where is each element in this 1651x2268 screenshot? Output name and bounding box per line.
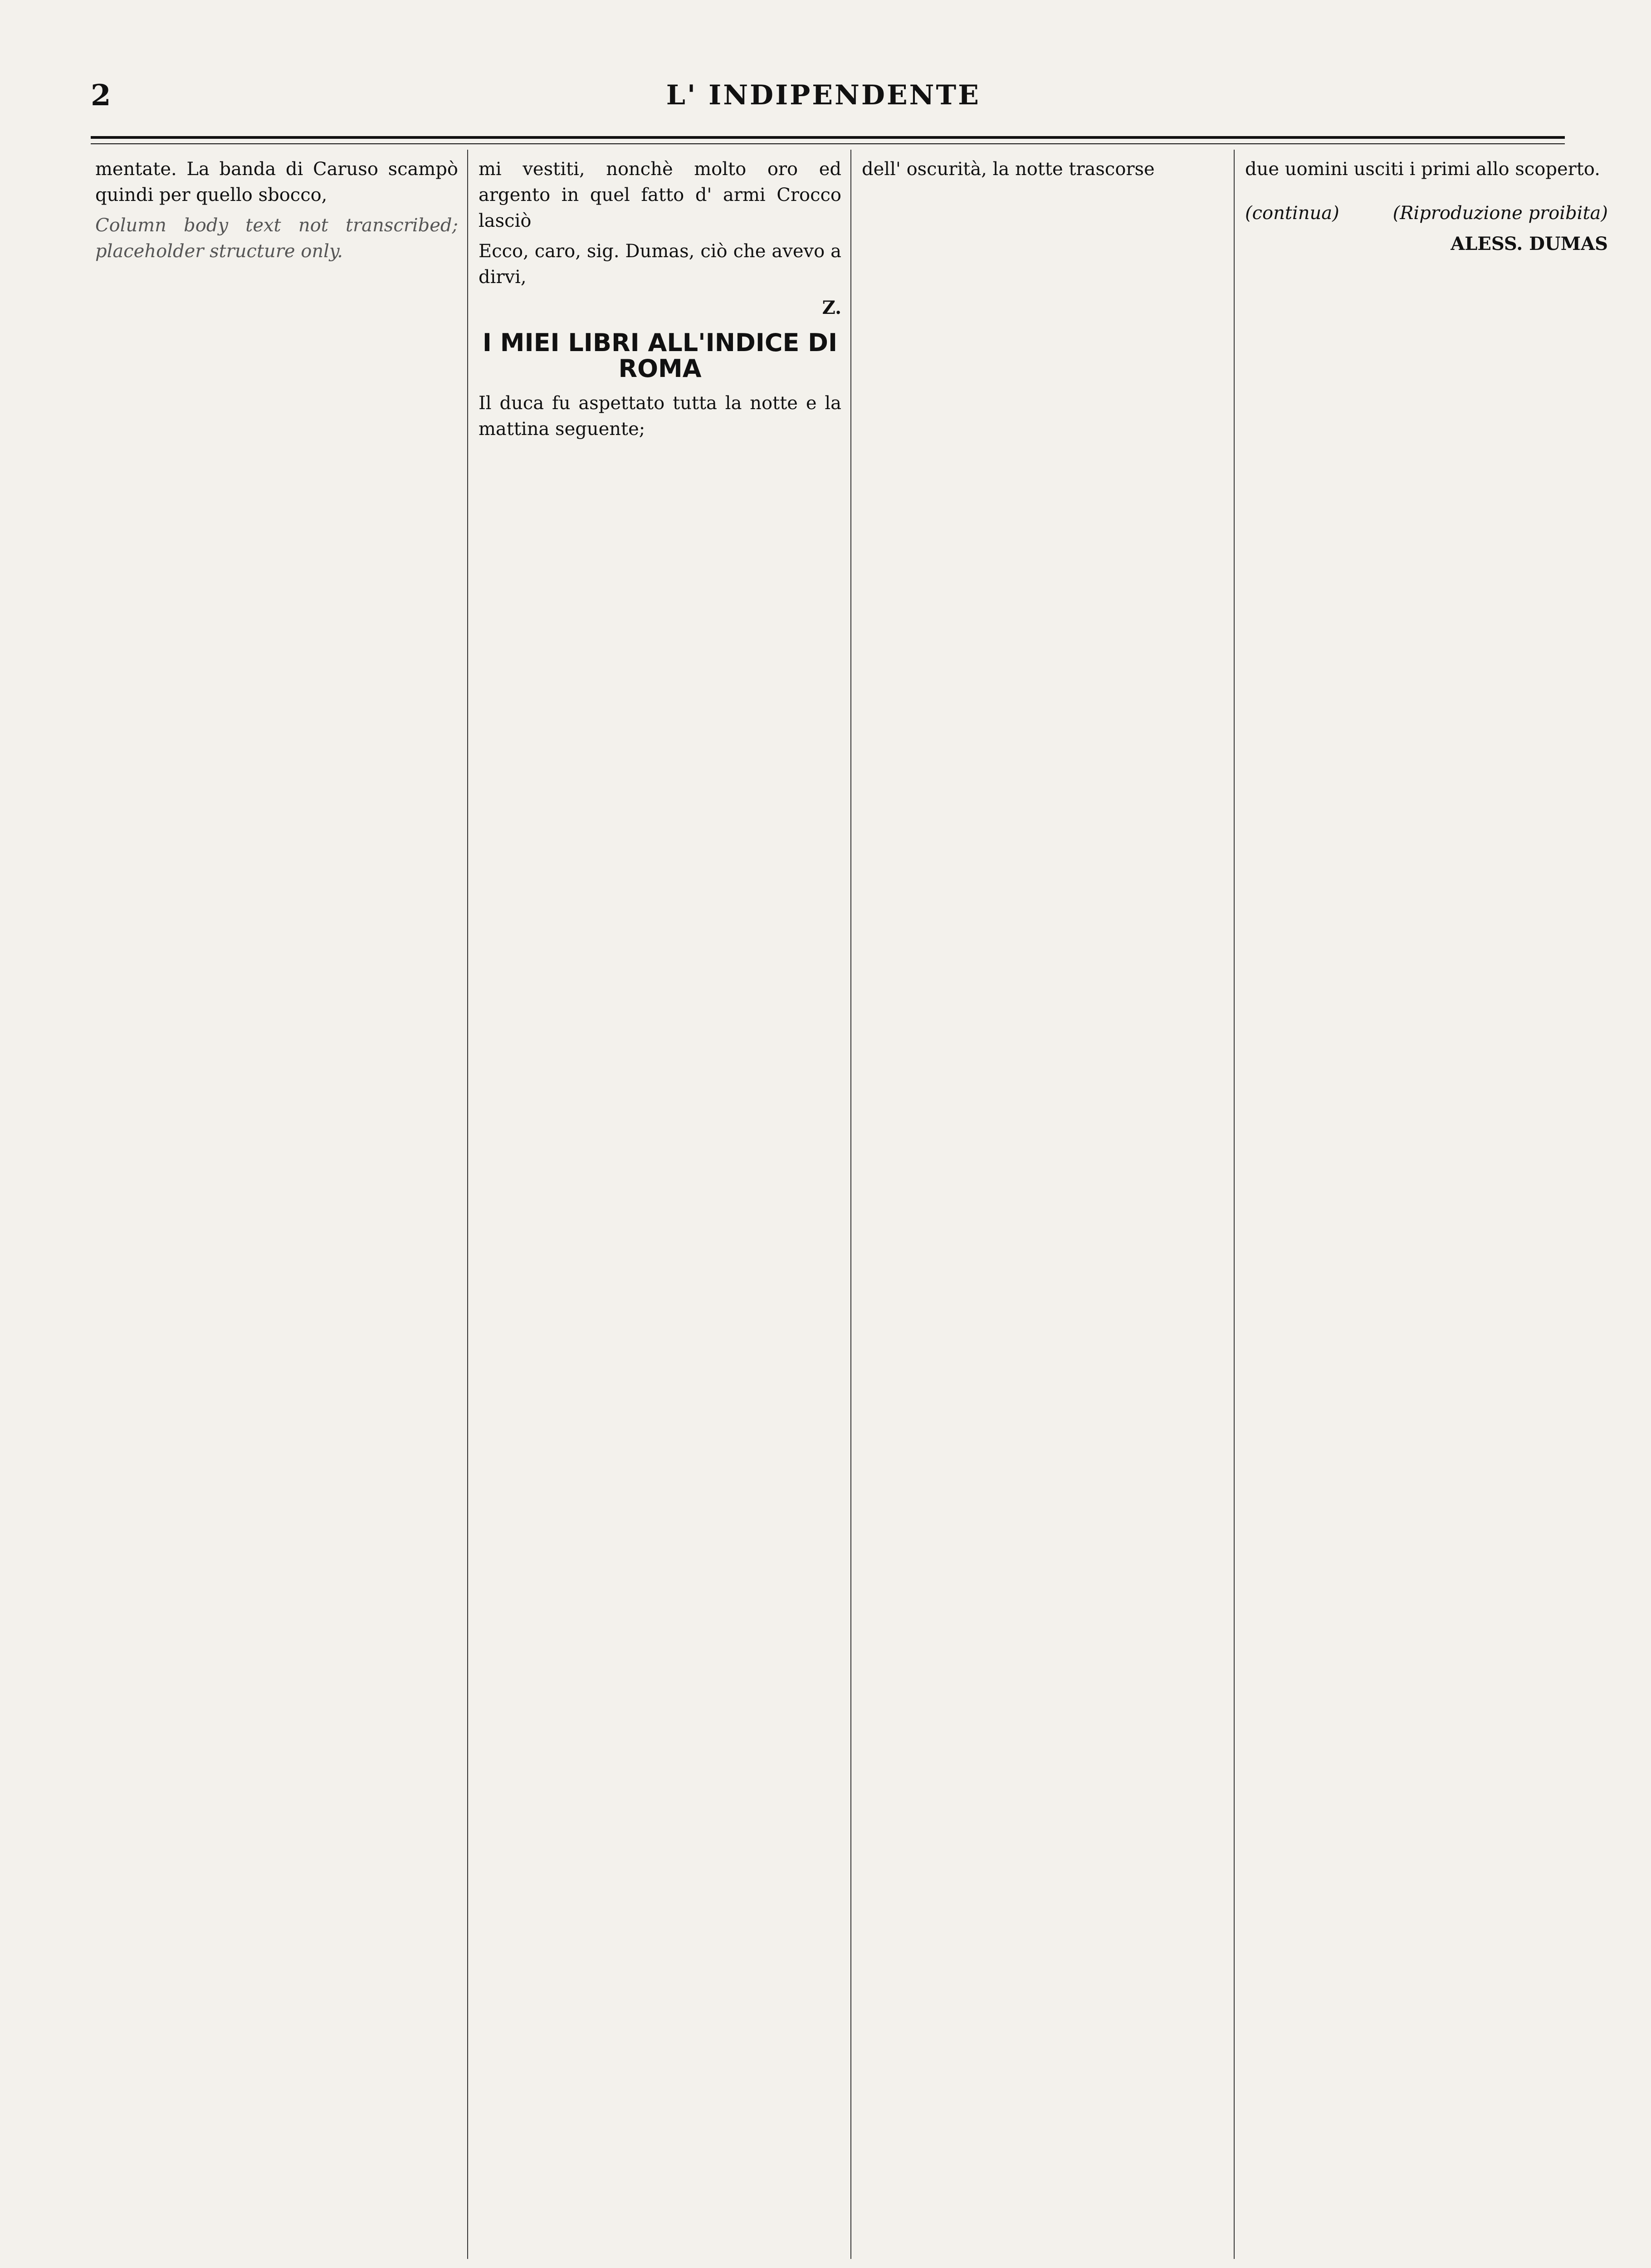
paper-title: L' INDIPENDENTE	[666, 79, 981, 111]
column-separator	[1234, 150, 1235, 2259]
letter-initial: Z.	[822, 297, 841, 318]
letter-closing: Ecco, caro, sig. Dumas, ciò che avevo a dirvi,	[479, 241, 841, 288]
column-4-start: due uomini usciti i primi allo scoperto.	[1245, 159, 1600, 180]
column-2	[479, 156, 841, 2252]
continued-line	[1245, 200, 1608, 226]
transcription-notice: Column body text not transcribed; placeholder structure only.	[95, 215, 458, 262]
article-first-words: Il duca fu aspettato tutta la notte e la mattina seguente;	[479, 393, 841, 440]
column-3-start: dell' oscurità, la notte trascorse	[862, 159, 1155, 180]
column-4	[1245, 156, 1608, 2252]
column-3	[862, 156, 1225, 2252]
continued-label: (continua)	[1245, 203, 1339, 224]
masthead	[91, 68, 1565, 122]
column-separator	[850, 150, 851, 2259]
masthead-rule	[91, 136, 1565, 144]
page-number: 2	[91, 78, 111, 112]
reproduction-label: (Riproduzione proibita)	[1392, 203, 1608, 224]
article-heading: I MIEI LIBRI ALL'INDICE DI ROMA	[482, 328, 838, 383]
column-1	[95, 156, 458, 2252]
column-2-start: mi vestiti, nonchè molto oro ed argento in quel fatto d' armi Crocco lasciò	[479, 159, 841, 231]
column-separator	[467, 150, 468, 2259]
column-1-start: mentate. La banda di Caruso scampò quindi per quello sbocco,	[95, 159, 458, 205]
article-signature: ALESS. DUMAS	[1451, 233, 1608, 254]
